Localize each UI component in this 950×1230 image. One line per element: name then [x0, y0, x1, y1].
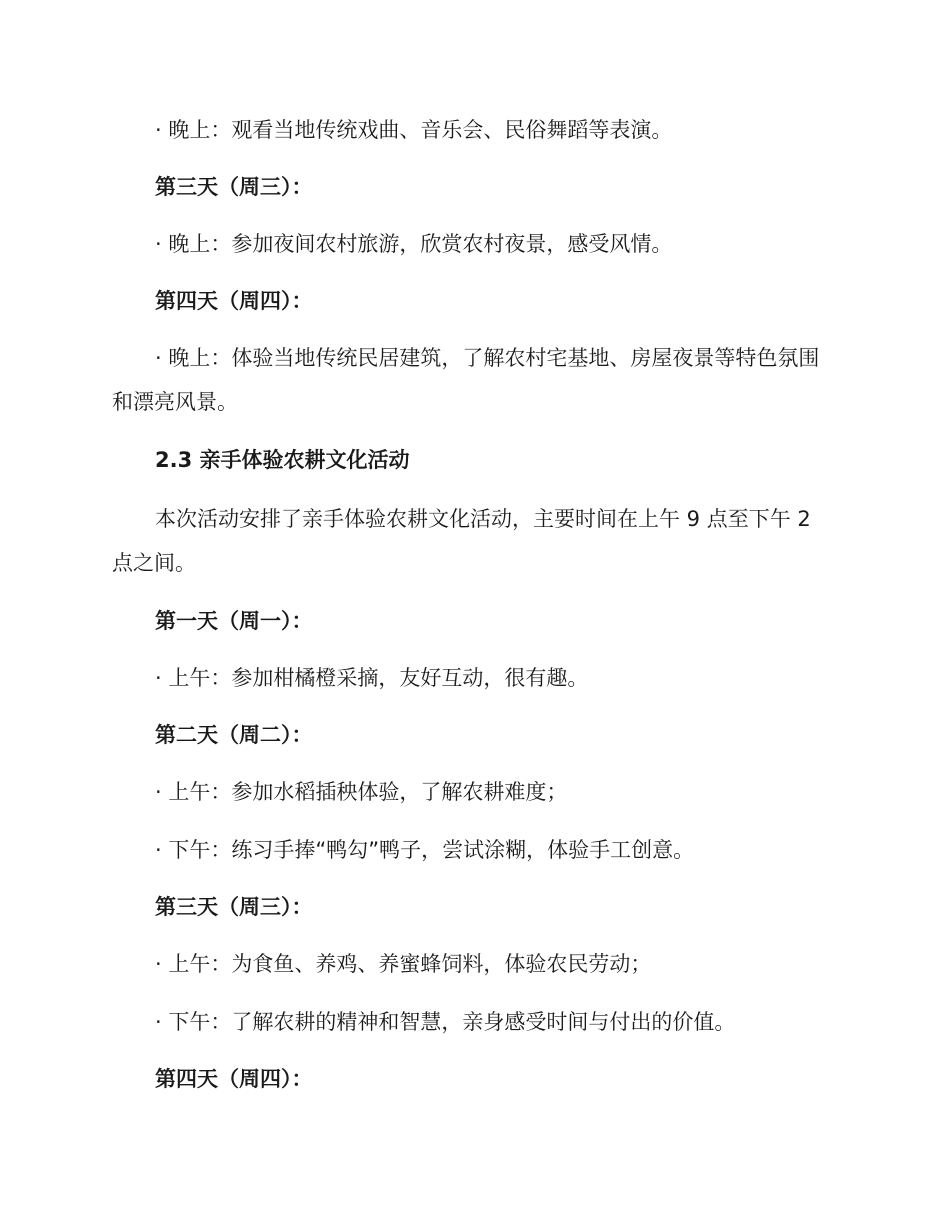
day-heading-wednesday-2: 第三天（周三）：	[155, 895, 313, 919]
bullet-afternoon-wisdom: · 下午：了解农耕的精神和智慧，亲身感受时间与付出的价值。	[155, 1010, 736, 1034]
bullet-morning-citrus: · 上午：参加柑橘橙采摘，友好互动，很有趣。	[155, 666, 589, 690]
day-heading-monday: 第一天（周一）：	[155, 609, 313, 633]
bullet-morning-rice: · 上午：参加水稻插秧体验，了解农耕难度；	[155, 780, 568, 804]
paragraph-activity-intro: 本次活动安排了亲手体验农耕文化活动，主要时间在上午 9 点至下午 2 点之间。	[112, 507, 811, 575]
bullet-afternoon-duck: · 下午：练习手捧“鸭勾”鸭子，尝试涂糊，体验手工创意。	[155, 838, 695, 862]
day-heading-thursday-2: 第四天（周四）：	[155, 1067, 313, 1091]
paragraph-evening-architecture: · 晚上：体验当地传统民居建筑，了解农村宅基地、房屋夜景等特色氛围和漂亮风景。	[112, 346, 820, 414]
day-heading-wednesday: 第三天（周三）：	[155, 175, 313, 199]
day-heading-thursday: 第四天（周四）：	[155, 289, 313, 313]
section-heading-2-3: 2.3 亲手体验农耕文化活动	[155, 448, 410, 472]
bullet-evening-performance: · 晚上：观看当地传统戏曲、音乐会、民俗舞蹈等表演。	[155, 118, 673, 142]
day-heading-tuesday: 第二天（周二）：	[155, 723, 313, 747]
bullet-evening-night-tour: · 晚上：参加夜间农村旅游，欣赏农村夜景，感受风情。	[155, 232, 673, 256]
bullet-morning-feeding: · 上午：为食鱼、养鸡、养蜜蜂饲料，体验农民劳动；	[155, 952, 652, 976]
